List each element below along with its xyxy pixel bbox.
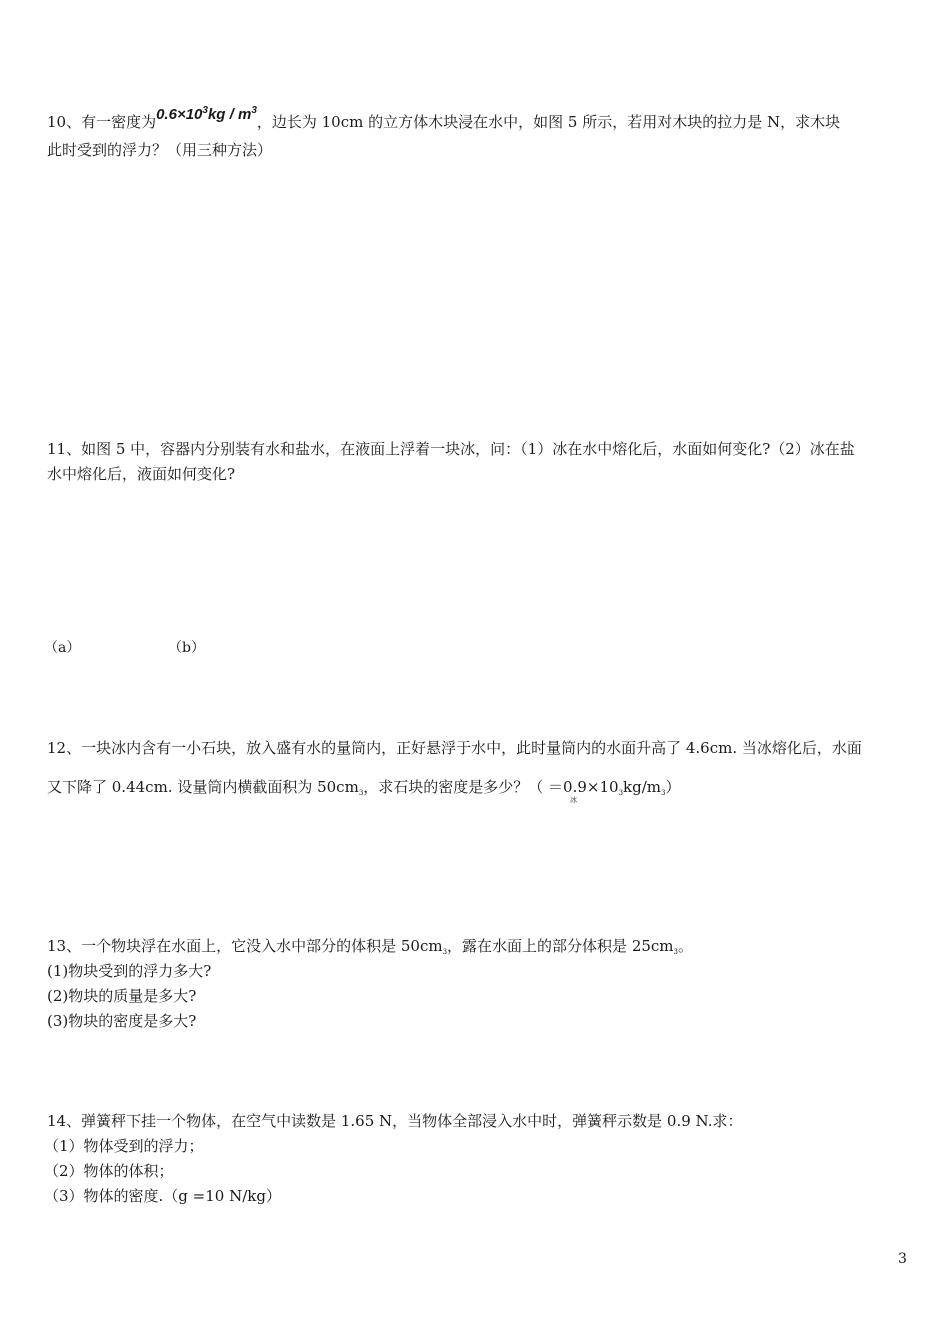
q13-item-1: (1)物块受到的浮力多大? (47, 962, 212, 980)
q10-suffix: ，边长为 10cm 的立方体木块浸在水中，如图 5 所示，若用对木块的拉力是 N，求木块 (256, 113, 841, 131)
q11-line-2: 水中熔化后，液面如何变化? (47, 465, 236, 483)
figure-label-b: （b） (168, 640, 205, 656)
q10-line-1 (47, 105, 841, 133)
figure-label-a: （a） (44, 640, 81, 656)
density-formula: $0.6\times 10^3kg / m^3$ (156, 105, 257, 123)
rho-ice-subscript: 冰 (570, 796, 577, 804)
page-number: 3 (898, 1251, 907, 1267)
q12-line-1: 12、一块冰内含有一小石块，放入盛有水的量筒内，正好悬浮于水中，此时量筒内的水面升高了 4.6cm. 当冰熔化后，水面 (47, 739, 862, 757)
q14-item-1: （1）物体受到的浮力； (44, 1137, 204, 1155)
q14-line-1: 14、弹簧秤下挂一个物体，在空气中读数是 1.65 N，当物体全部浸入水中时，弹簧秤示数是 0.9 N.求： (47, 1112, 743, 1130)
q13-line-1: 13、一个物块浮在水面上，它没入水中部分的体积是 $50cm_3$，露在水面上的部分体积是 $25cm_3$。 (47, 937, 694, 956)
q11-line-1: 11、如图 5 中，容器内分别装有水和盐水，在液面上浮着一块冰，问：（1）冰在水中熔化后，水面如何变化?（2）冰在盐 (47, 440, 855, 458)
q13-item-2: (2)物块的质量是多大? (47, 987, 197, 1005)
q10-prefix: 10、有一密度为 (47, 113, 157, 131)
q10-line-2: 此时受到的浮力？（用三种方法） (47, 141, 273, 159)
q13-item-3: (3)物块的密度是多大? (47, 1012, 197, 1030)
q12-line-2: 又下降了 0.44cm. 设量筒内横截面积为 $50cm_3$，求石块的密度是多少？（ $=0.9\times 10_3kg/m_3$） (47, 778, 681, 797)
q14-item-2: （2）物体的体积； (44, 1162, 174, 1180)
q14-item-3: （3）物体的密度.（g =10 N/kg） (44, 1187, 281, 1205)
